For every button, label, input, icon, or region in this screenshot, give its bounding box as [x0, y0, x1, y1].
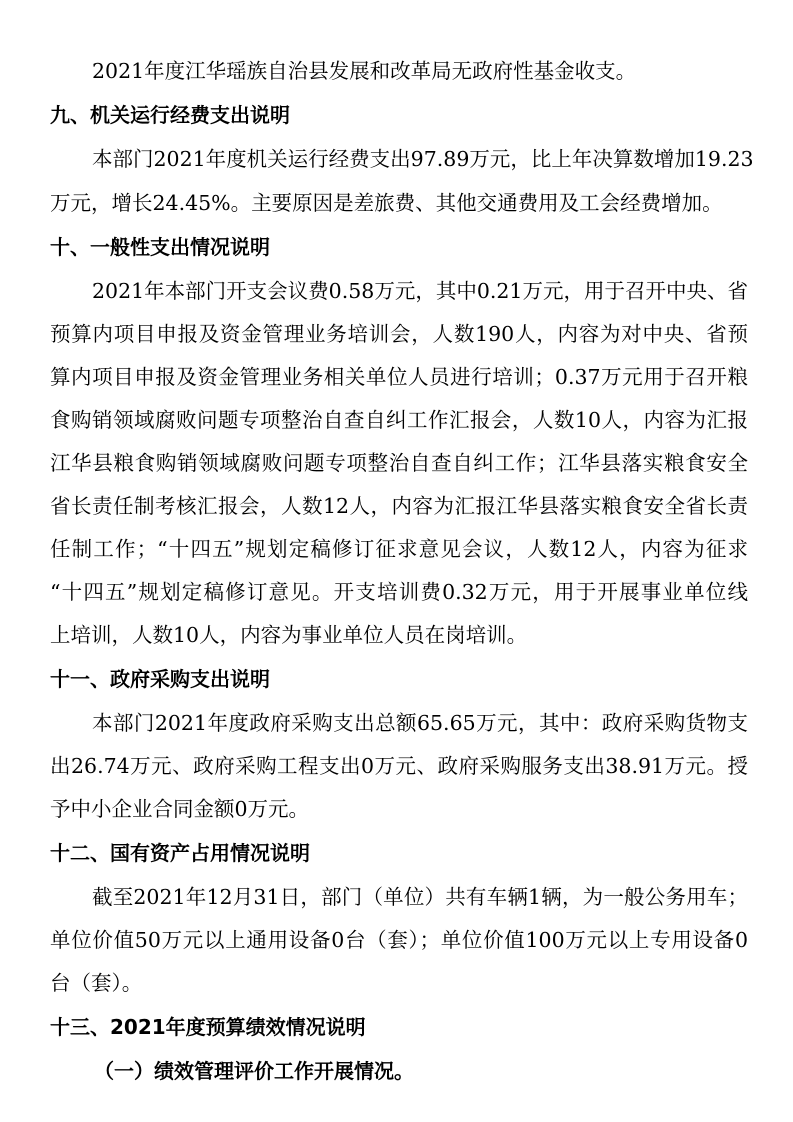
paragraph-line: 算内项目申报及资金管理业务相关单位人员进行培训；0.37万元用于召开粮: [50, 365, 748, 389]
paragraph-line: 2021年度江华瑶族自治县发展和改革局无政府性基金收支。: [92, 59, 637, 83]
section-heading-9: 九、机关运行经费支出说明: [50, 103, 290, 127]
paragraph-line: 食购销领域腐败问题专项整治自查自纠工作汇报会，人数10人，内容为汇报: [50, 408, 748, 432]
paragraph-line: 上培训，人数10人，内容为事业单位人员在岗培训。: [50, 623, 528, 647]
paragraph-line: 本部门2021年度政府采购支出总额65.65万元，其中：政府采购货物支: [92, 711, 748, 735]
paragraph-line: 截至2021年12月31日，部门（单位）共有车辆1辆，为一般公务用车；: [92, 885, 748, 909]
paragraph-line: 江华县粮食购销领域腐败问题专项整治自查自纠工作；江华县落实粮食安全: [50, 451, 748, 475]
paragraph-line: 2021年本部门开支会议费0.58万元，其中0.21万元，用于召开中央、省: [92, 279, 748, 303]
section-heading-10: 十、一般性支出情况说明: [50, 235, 270, 259]
section-heading-11: 十一、政府采购支出说明: [50, 667, 270, 691]
paragraph-line: 省长责任制考核汇报会，人数12人，内容为汇报江华县落实粮食安全省长责: [50, 494, 748, 518]
section-heading-13: 十三、2021年度预算绩效情况说明: [50, 1015, 366, 1039]
subsection-heading: （一）绩效管理评价工作开展情况。: [94, 1059, 414, 1083]
paragraph-line: 出26.74万元、政府采购工程支出0万元、政府采购服务支出38.91万元。授: [50, 754, 748, 778]
paragraph-line: 本部门2021年度机关运行经费支出97.89万元，比上年决算数增加19.23: [92, 147, 754, 171]
paragraph-line: 台（套）。: [50, 971, 143, 995]
paragraph-line: “十四五”规划定稿修订意见。开支培训费0.32万元，用于开展事业单位线: [50, 580, 748, 604]
section-heading-12: 十二、国有资产占用情况说明: [50, 841, 310, 865]
paragraph-line: 单位价值50万元以上通用设备0台（套）；单位价值100万元以上专用设备0: [50, 928, 748, 952]
paragraph-line: 任制工作；“十四五”规划定稿修订征求意见会议，人数12人，内容为征求: [50, 537, 748, 561]
paragraph-line: 予中小企业合同金额0万元。: [50, 797, 310, 821]
paragraph-line: 预算内项目申报及资金管理业务培训会，人数190人，内容为对中央、省预: [50, 322, 748, 346]
paragraph-line: 万元，增长24.45%。主要原因是差旅费、其他交通费用及工会经费增加。: [50, 191, 723, 215]
